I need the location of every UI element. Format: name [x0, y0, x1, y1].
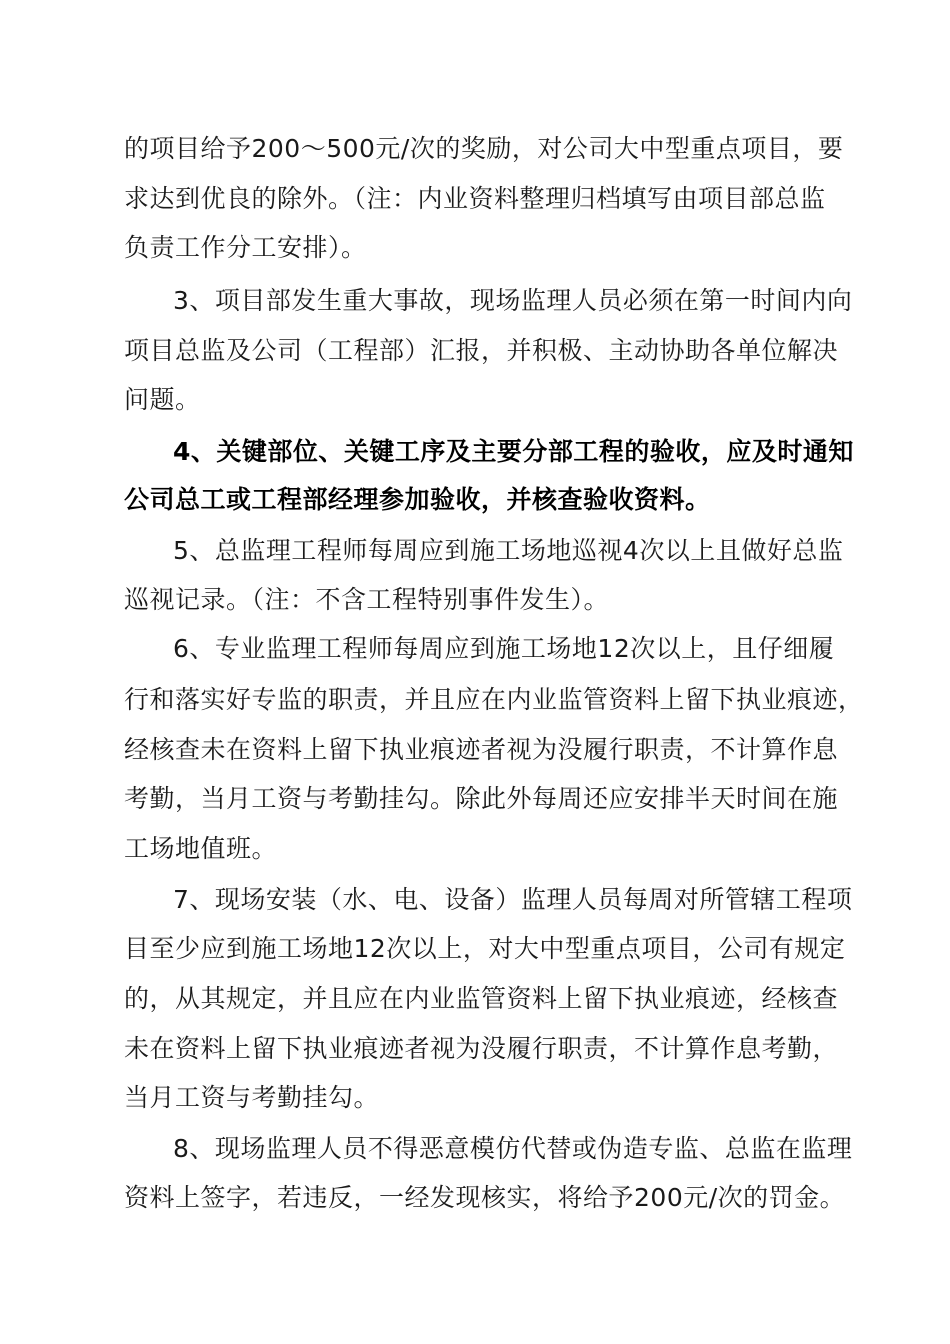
item-4-line-1: 4、关键部位、关键工序及主要分部工程的验收，应及时通知: [173, 437, 854, 466]
item-7-line-4: 未在资料上留下执业痕迹者视为没履行职责，不计算作息考勤，: [124, 1034, 839, 1063]
item-3-line-2: 项目总监及公司（工程部）汇报，并积极、主动协助各单位解决: [124, 336, 839, 365]
item-7-line-1: 7、现场安装（水、电、设备）监理人员每周对所管辖工程项: [173, 885, 853, 914]
item-4-line-2: 公司总工或工程部经理参加验收，并核查验收资料。: [124, 485, 711, 514]
item-3-line-1: 3、项目部发生重大事故，现场监理人员必须在第一时间内向: [173, 286, 853, 315]
item-7-line-2: 目至少应到施工场地12次以上，对大中型重点项目，公司有规定: [124, 934, 846, 963]
item-5-line-2: 巡视记录。（注：不含工程特别事件发生）。: [124, 585, 610, 614]
item-8-line-1: 8、现场监理人员不得恶意模仿代替或伪造专监、总监在监理: [173, 1134, 853, 1163]
item-3-line-3: 问题。: [124, 385, 201, 414]
item-6-line-1: 6、专业监理工程师每周应到施工场地12次以上，且仔细履: [173, 634, 835, 663]
item-6-line-3: 经核查未在资料上留下执业痕迹者视为没履行职责，不计算作息: [124, 735, 839, 764]
paragraph-2-line-3: 负责工作分工安排）。: [124, 233, 367, 262]
item-6-line-2: 行和落实好专监的职责，并且应在内业监管资料上留下执业痕迹，: [124, 685, 864, 714]
item-7-line-3: 的，从其规定，并且应在内业监管资料上留下执业痕迹，经核查: [124, 984, 839, 1013]
item-8-line-2: 资料上签字，若违反，一经发现核实，将给予200元/次的罚金。: [124, 1183, 846, 1212]
item-5-line-1: 5、总监理工程师每周应到施工场地巡视4次以上且做好总监: [173, 536, 844, 565]
item-6-line-4: 考勤，当月工资与考勤挂勾。除此外每周还应安排半天时间在施: [124, 784, 839, 813]
item-6-line-5: 工场地值班。: [124, 834, 278, 863]
paragraph-2-line-1: 的项目给予200～500元/次的奖励，对公司大中型重点项目，要: [124, 134, 844, 163]
paragraph-2-line-2: 求达到优良的除外。（注：内业资料整理归档填写由项目部总监: [124, 184, 826, 213]
item-7-line-5: 当月工资与考勤挂勾。: [124, 1083, 380, 1112]
